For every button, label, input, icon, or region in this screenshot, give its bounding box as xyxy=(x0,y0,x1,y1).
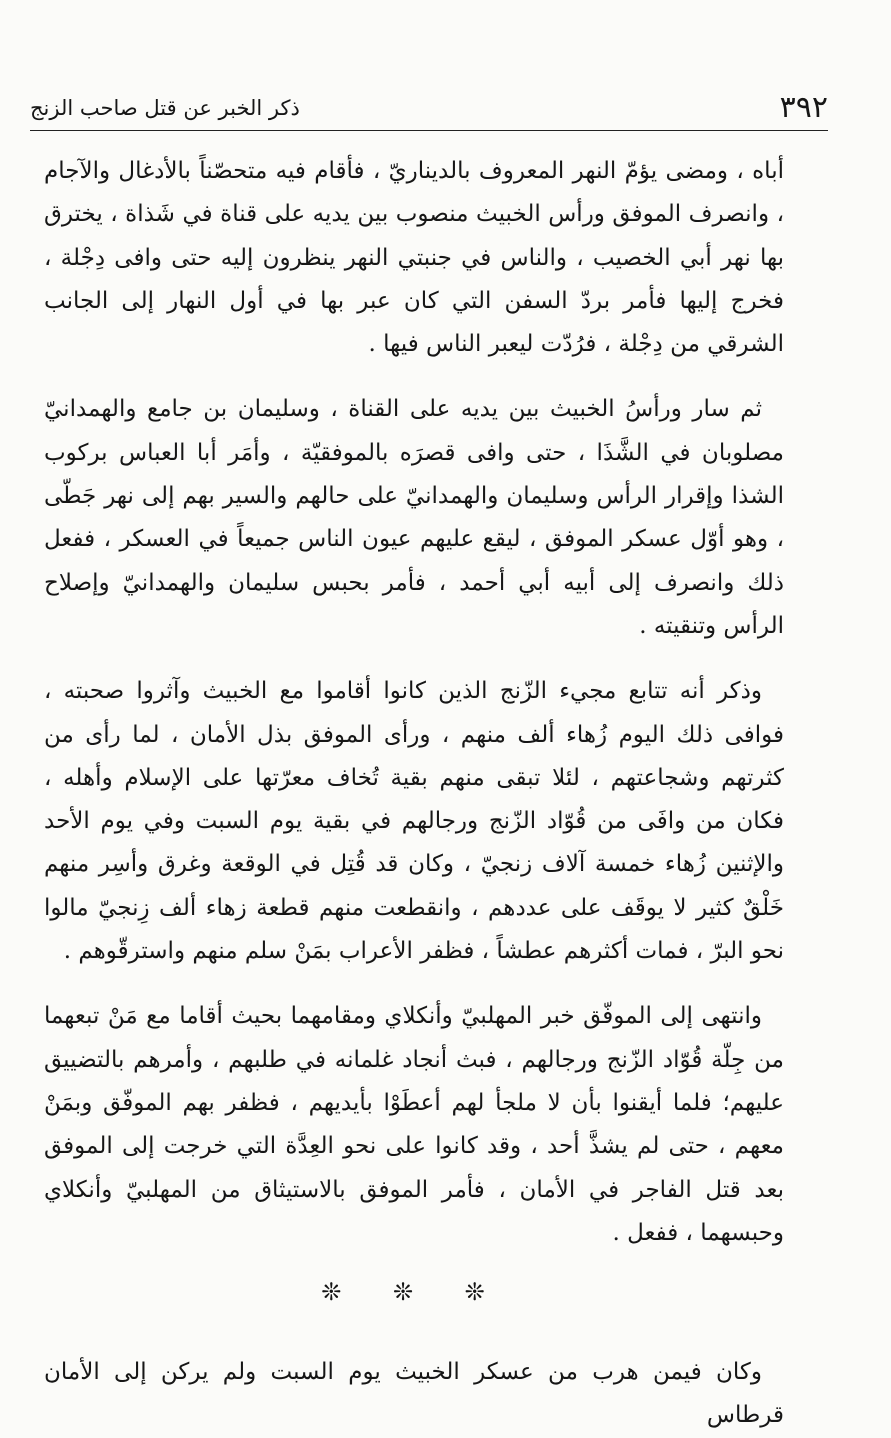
paragraph-5: وكان فيمن هرب من عسكر الخبيث يوم السبت ولم يركن إلى الأمان قرطاس xyxy=(44,1359,784,1429)
section-separator: ❊ ❊ ❊ xyxy=(321,1278,507,1307)
paragraph-3: وذكر أنه تتابع مجيء الزّنج الذين كانوا أقاموا مع الخبيث وآثروا صحبته ، فوافى ذلك اليوم زُهاء ألف منهم ، ورأى الموفق بذل الأمان ، لما رأى من كثرتهم وشجاعتهم ، لئلا تبقى منهم بقية تُخاف معرّتها على الإسلام وأهله ، فكان من وافَى من قُوّاد الزّنج ورجالهم في بقية يوم السبت وفي يوم الأحد والإثنين زُهاء خمسة آلاف زنجيّ ، وكان قد قُتِل في الوقعة وغرق وأسِر منهم خَلْقٌ كثير لا يوقَف على عددهم ، وانقطعت منهم قطعة زهاء ألف زِنجيّ مالوا نحو البرّ ، فمات أكثرهم عطشاً ، فظفر الأعراب بمَنْ سلم منهم واسترقّوهم . xyxy=(44,678,784,965)
running-title: ذكر الخبر عن قتل صاحب الزنج xyxy=(30,96,300,120)
paragraph-4: وانتهى إلى الموفّق خبر المهلبيّ وأنكلاي ومقامهما بحيث أقاما مع مَنْ تبعهما من جِلّة قُوّاد الزّنج ورجالهم ، فبث أنجاد غلمانه في طلبهم ، وأمرهم بالتضييق عليهم؛ فلما أيقنوا بأن لا ملجأ لهم أعطَوْا بأيديهم ، فظفر بهم الموفّق وبمَنْ معهم ، حتى لم يشذَّ أحد ، وقد كانوا على نحو العِدَّة التي خرجت إلى الموفق بعد قتل الفاجر في الأمان ، فأمر الموفق بالاستيثاق من المهلبيّ وأنكلاي وحبسهما ، ففعل . xyxy=(44,1003,784,1246)
page-body xyxy=(44,150,784,1438)
paragraph-2: ثم سار ورأسُ الخبيث بين يديه على القناة ، وسليمان بن جامع والهمدانيّ مصلوبان في الشَّذَا ، حتى وافى قصرَه بالموفقيّة ، وأمَر أبا العباس بركوب الشذا وإقرار الرأس وسليمان والهمدانيّ على حالهم والسير بهم إلى نهر جَطّى ، وهو أوّل عسكر الموفق ، ليقع عليهم عيون الناس جميعاً في العسكر ، ففعل ذلك وانصرف إلى أبيه أبي أحمد ، فأمر بحبس سليمان والهمدانيّ وإصلاح الرأس وتنقيته . xyxy=(44,396,784,639)
page-header xyxy=(30,86,828,131)
page-number: ٣٩٢ xyxy=(779,90,828,125)
paragraph-1: أباه ، ومضى يؤمّ النهر المعروف بالديناريّ ، فأقام فيه متحصّناً بالأدغال والآجام ، وانصرف الموفق ورأس الخبيث منصوب بين يديه على قناة في شَذاة ، يخترق بها نهر أبي الخصيب ، والناس في جنبتي النهر ينظرون إليه حتى وافى دِجْلة ، فخرج إليها فأمر بردّ السفن التي كان عبر بها في أول النهار إلى الجانب الشرقي من دِجْلة ، فرُدّت ليعبر الناس فيها . xyxy=(44,158,784,358)
